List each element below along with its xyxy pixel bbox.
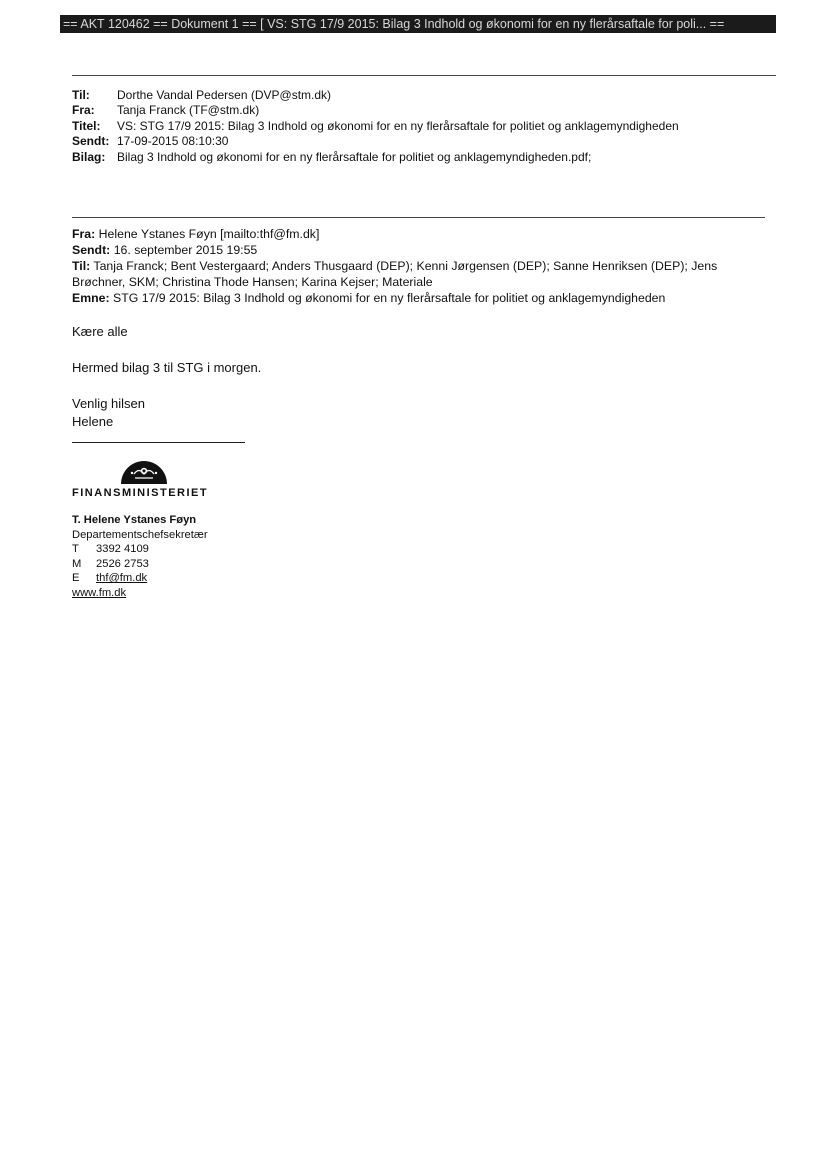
forwarded-subject-value: STG 17/9 2015: Bilag 3 Indhold og økonomi for en ny flerårsaftale for politiet og anklagemyndigheden <box>113 291 666 305</box>
mobile-label: M <box>72 557 82 570</box>
forwarded-to-label: Til: <box>72 259 91 273</box>
signature-role: Departementschefsekretær <box>72 528 208 541</box>
email-header <box>72 88 679 165</box>
email-link[interactable]: thf@fm.dk <box>96 572 148 585</box>
header-from-row <box>72 103 679 118</box>
forwarded-from-label: Fra: <box>72 227 96 241</box>
ministry-crown-logo <box>119 457 169 485</box>
forward-separator-rule <box>72 217 765 218</box>
phone-label: T <box>72 543 79 556</box>
forwarded-from-row <box>72 226 762 242</box>
forwarded-sent-row <box>72 242 762 258</box>
document-banner: == AKT 120462 == Dokument 1 == [ VS: STG 17/9 2015: Bilag 3 Indhold og økonomi for en ny flerårsaftale for poli... == <box>60 15 776 33</box>
signature-phone-row <box>72 542 208 557</box>
signature-rule <box>72 442 245 443</box>
forwarded-sent-label: Sendt: <box>72 243 111 257</box>
forwarded-from-value: Helene Ystanes Føyn [mailto:thf@fm.dk] <box>98 227 320 241</box>
header-sent-row <box>72 134 679 149</box>
forwarded-to-value: Tanja Franck; Bent Vestergaard; Anders Thusgaard (DEP); Kenni Jørgensen (DEP); Sanne Henriksen (DEP); Jens Brøchner, SKM; Christina Thode Hansen; Karina Kejser; Materiale <box>72 259 718 289</box>
attachment-label: Bilag: <box>72 149 106 164</box>
from-label: Fra: <box>72 103 95 118</box>
header-attachment-row <box>72 150 679 165</box>
website-link[interactable]: www.fm.dk <box>72 586 127 599</box>
attachment-value: Bilag 3 Indhold og økonomi for en ny flerårsaftale for politiet og anklagemyndigheden.pdf; <box>117 149 592 164</box>
signature-mobile-row <box>72 557 208 572</box>
header-to-row <box>72 88 679 103</box>
phone-value: 3392 4109 <box>96 543 149 556</box>
forwarded-subject-label: Emne: <box>72 291 110 305</box>
forwarded-header <box>72 226 762 306</box>
sent-value: 17-09-2015 08:10:30 <box>117 134 229 149</box>
signature-block <box>72 513 208 601</box>
email-label: E <box>72 572 80 585</box>
header-title-row <box>72 119 679 134</box>
greeting-text: Kære alle <box>72 324 128 339</box>
signature-email-row <box>72 571 208 586</box>
signature-name: T. Helene Ystanes Føyn <box>72 514 197 526</box>
mobile-value: 2526 2753 <box>96 557 149 570</box>
ministry-wordmark: FINANSMINISTERIET <box>72 487 209 499</box>
closing-text: Venlig hilsen <box>72 396 145 411</box>
from-value: Tanja Franck (TF@stm.dk) <box>117 103 260 118</box>
forwarded-sent-value: 16. september 2015 19:55 <box>113 243 258 257</box>
title-value: VS: STG 17/9 2015: Bilag 3 Indhold og økonomi for en ny flerårsaftale for politiet og anklagemyndigheden <box>117 118 679 133</box>
forwarded-subject-row <box>72 290 762 306</box>
message-text: Hermed bilag 3 til STG i morgen. <box>72 360 262 375</box>
forwarded-to-row <box>72 258 762 290</box>
title-label: Titel: <box>72 118 101 133</box>
to-label: Til: <box>72 88 90 102</box>
header-top-rule <box>72 75 776 76</box>
sent-label: Sendt: <box>72 134 110 149</box>
to-value: Dorthe Vandal Pedersen (DVP@stm.dk) <box>117 88 332 102</box>
sender-name-text: Helene <box>72 413 114 429</box>
